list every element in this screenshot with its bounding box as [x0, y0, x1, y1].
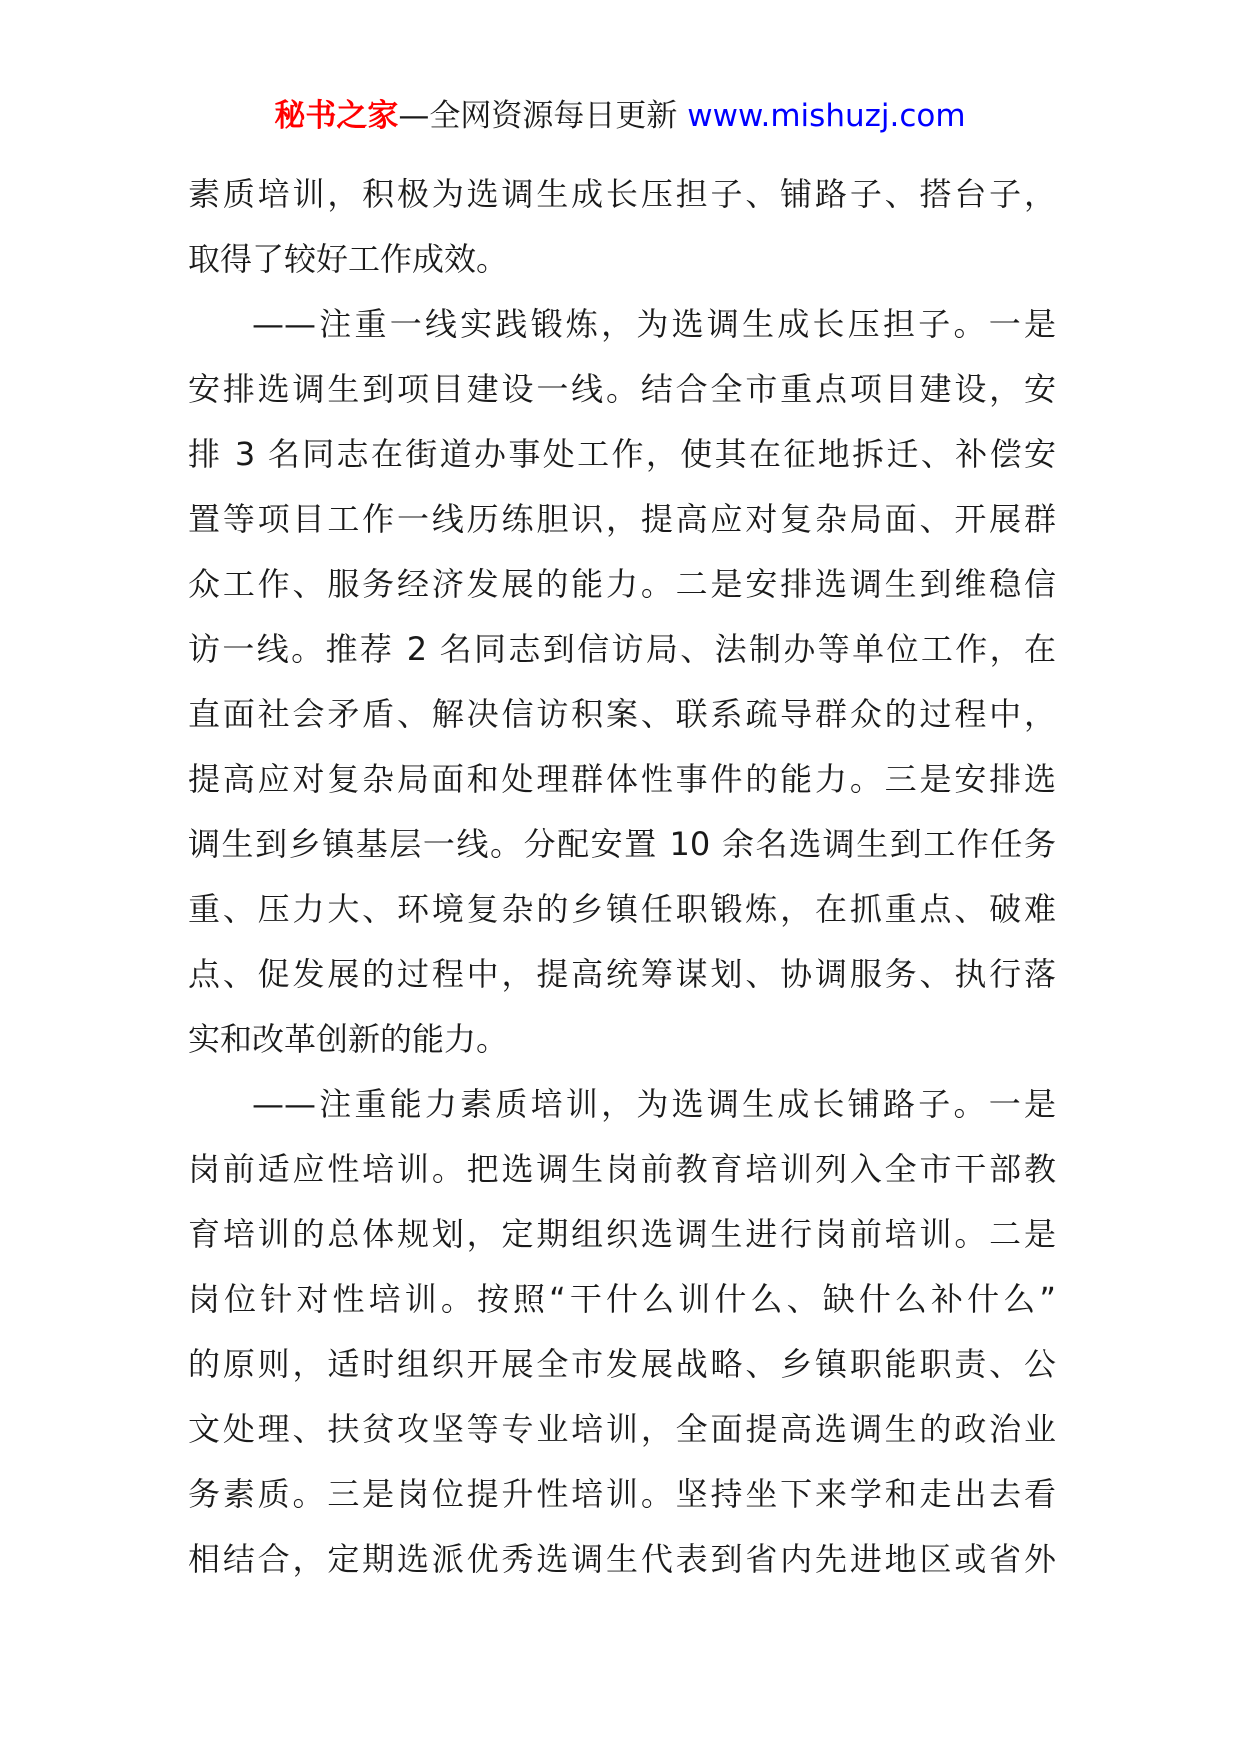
- text-line: 的原则，适时组织开展全市发展战略、乡镇职能职责、公: [188, 1345, 1056, 1383]
- text-line: 相结合，定期选派优秀选调生代表到省内先进地区或省外: [188, 1540, 1056, 1578]
- text-line: 岗位针对性培训。按照“干什么训什么、缺什么补什么”: [188, 1280, 1056, 1318]
- text-line: 提高应对复杂局面和处理群体性事件的能力。三是安排选: [188, 760, 1056, 798]
- header-tagline: —全网资源每日更新: [398, 98, 678, 134]
- text-line: 育培训的总体规划，定期组织选调生进行岗前培训。二是: [188, 1215, 1056, 1253]
- text-line: 众工作、服务经济发展的能力。二是安排选调生到维稳信: [188, 565, 1056, 603]
- text-line: 务素质。三是岗位提升性培训。坚持坐下来学和走出去看: [188, 1475, 1056, 1513]
- text-line: 取得了较好工作成效。: [188, 240, 509, 278]
- text-line: 调生到乡镇基层一线。分配安置 10 余名选调生到工作任务: [188, 825, 1056, 863]
- brand-name: 秘书之家: [274, 98, 399, 134]
- site-header: [0, 96, 1240, 136]
- text-line: 直面社会矛盾、解决信访积案、联系疏导群众的过程中，: [188, 695, 1056, 733]
- text-line: 文处理、扶贫攻坚等专业培训，全面提高选调生的政治业: [188, 1410, 1056, 1448]
- text-line: 岗前适应性培训。把选调生岗前教育培训列入全市干部教: [188, 1150, 1056, 1188]
- text-line: 重、压力大、环境复杂的乡镇任职锻炼，在抓重点、破难: [188, 890, 1056, 928]
- text-line: 安排选调生到项目建设一线。结合全市重点项目建设，安: [188, 370, 1056, 408]
- site-url-link[interactable]: www.mishuzj.com: [687, 98, 966, 134]
- text-line: 排 3 名同志在街道办事处工作，使其在征地拆迁、补偿安: [188, 435, 1056, 473]
- text-line: 置等项目工作一线历练胆识，提高应对复杂局面、开展群: [188, 500, 1056, 538]
- section-heading-line: ——注重一线实践锻炼，为选调生成长压担子。一是: [252, 305, 1056, 343]
- text-line: 访一线。推荐 2 名同志到信访局、法制办等单位工作，在: [188, 630, 1056, 668]
- text-line: 素质培训，积极为选调生成长压担子、铺路子、搭台子，: [188, 175, 1056, 213]
- text-line: 实和改革创新的能力。: [188, 1020, 509, 1058]
- section-heading-line: ——注重能力素质培训，为选调生成长铺路子。一是: [252, 1085, 1056, 1123]
- document-body: [188, 162, 1056, 1592]
- text-line: 点、促发展的过程中，提高统筹谋划、协调服务、执行落: [188, 955, 1056, 993]
